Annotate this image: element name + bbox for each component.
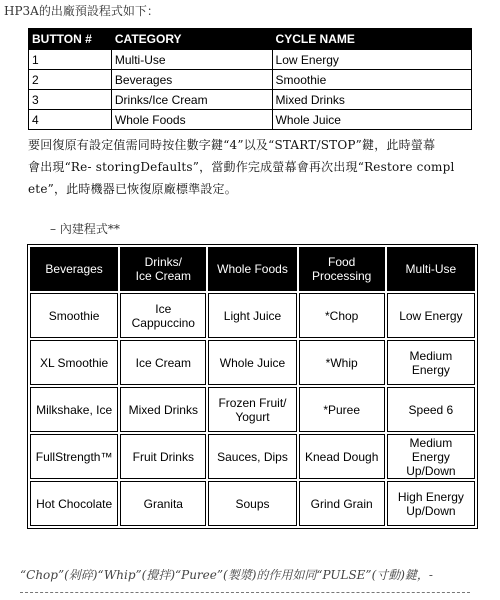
table-cell bbox=[208, 340, 296, 385]
column-header bbox=[120, 247, 206, 291]
table-row bbox=[29, 90, 472, 110]
cell-text: Low Energy bbox=[399, 308, 463, 323]
cell-text: Up/Down bbox=[406, 463, 456, 478]
column-header-text: Beverages bbox=[45, 262, 103, 276]
table-row bbox=[29, 70, 472, 90]
default-programs-table bbox=[28, 28, 472, 130]
cell-text: Speed 6 bbox=[408, 402, 454, 417]
cell-text: Cappuccino bbox=[131, 315, 195, 330]
table-cell bbox=[30, 340, 118, 385]
table-cell bbox=[299, 387, 385, 432]
footnote: “Chop”(剁碎)“Whip”(攪拌)“Puree”(製漿)的作用如同“PULSE”(寸動)鍵，- bbox=[20, 568, 433, 582]
table-cell: Whole Foods bbox=[111, 110, 272, 130]
table-cell: Mixed Drinks bbox=[272, 90, 471, 110]
restore-instructions bbox=[28, 134, 474, 200]
table-cell bbox=[299, 481, 385, 526]
cell-text: *Whip bbox=[325, 355, 358, 370]
table-cell bbox=[30, 434, 118, 479]
cell-text: Ice bbox=[155, 301, 172, 316]
table-cell bbox=[387, 434, 475, 479]
table-cell bbox=[299, 340, 385, 385]
table-cell bbox=[120, 481, 206, 526]
table-cell: 4 bbox=[29, 110, 112, 130]
table-cell bbox=[120, 293, 206, 338]
table-cell bbox=[299, 434, 385, 479]
cell-text: Milkshake, Ice bbox=[36, 402, 113, 417]
table-cell: 2 bbox=[29, 70, 112, 90]
table-row bbox=[30, 481, 475, 526]
header-button-number: BUTTON # bbox=[29, 29, 112, 50]
cell-text: Up/Down bbox=[406, 503, 456, 518]
cell-text: Grind Grain bbox=[310, 496, 373, 511]
table-header-row bbox=[29, 29, 472, 50]
cell-text: XL Smoothie bbox=[39, 355, 109, 370]
cell-text: Granita bbox=[143, 496, 183, 511]
cell-text: Mixed Drinks bbox=[128, 402, 198, 417]
table-cell bbox=[387, 481, 475, 526]
header-category: CATEGORY bbox=[111, 29, 272, 50]
table-row bbox=[30, 434, 475, 479]
table-cell bbox=[387, 340, 475, 385]
table-cell bbox=[387, 387, 475, 432]
table-cell bbox=[30, 481, 118, 526]
table-cell: 3 bbox=[29, 90, 112, 110]
table-row bbox=[29, 50, 472, 70]
table-cell bbox=[208, 434, 296, 479]
cell-text: Medium bbox=[409, 348, 453, 363]
column-header bbox=[208, 247, 296, 291]
column-header-text: Processing bbox=[311, 269, 372, 283]
cell-text: Medium bbox=[409, 435, 453, 450]
table-cell bbox=[120, 340, 206, 385]
column-header-text: Whole Foods bbox=[217, 262, 288, 276]
cell-text: Light Juice bbox=[223, 308, 282, 323]
cell-text: Soups bbox=[235, 496, 270, 511]
table-cell bbox=[120, 387, 206, 432]
table-cell bbox=[30, 387, 118, 432]
table-cell bbox=[299, 293, 385, 338]
table-cell: Low Energy bbox=[272, 50, 471, 70]
table-cell: Multi-Use bbox=[111, 50, 272, 70]
table-row bbox=[30, 340, 475, 385]
intro-text: HP3A的出廠預設程式如下： bbox=[4, 4, 159, 18]
cell-text: Hot Chocolate bbox=[36, 496, 113, 511]
cell-text: Fruit Drinks bbox=[132, 449, 194, 464]
restore-line-3: ete”，此時機器已恢復原廠標準設定。 bbox=[28, 182, 237, 196]
column-header-text: Multi-Use bbox=[405, 262, 457, 276]
cell-text: Frozen Fruit/ bbox=[218, 395, 287, 410]
cell-text: High Energy bbox=[397, 489, 464, 504]
cell-text: Ice Cream bbox=[135, 355, 191, 370]
table-row bbox=[30, 387, 475, 432]
table-cell: Drinks/Ice Cream bbox=[111, 90, 272, 110]
table-cell bbox=[120, 434, 206, 479]
column-header-text: Ice Cream bbox=[135, 269, 191, 283]
cell-text: Energy bbox=[411, 362, 450, 377]
cell-text: FullStrength™ bbox=[35, 449, 113, 464]
table-row bbox=[30, 293, 475, 338]
table-cell: Smoothie bbox=[272, 70, 471, 90]
table-header-row bbox=[30, 247, 475, 291]
cell-text: Whole Juice bbox=[219, 355, 286, 370]
column-header bbox=[387, 247, 475, 291]
cell-text: *Puree bbox=[323, 402, 361, 417]
table-cell: Whole Juice bbox=[272, 110, 471, 130]
table-cell bbox=[30, 293, 118, 338]
builtin-programs-table bbox=[27, 244, 478, 529]
table-cell bbox=[208, 293, 296, 338]
table-cell: Beverages bbox=[111, 70, 272, 90]
table-cell bbox=[387, 293, 475, 338]
column-header-text: Drinks/ bbox=[144, 255, 182, 269]
table-row bbox=[29, 110, 472, 130]
cell-text: Yogurt bbox=[235, 409, 270, 424]
dashed-divider bbox=[20, 592, 470, 593]
column-header-text: Food bbox=[327, 255, 356, 269]
cell-text: *Chop bbox=[324, 308, 359, 323]
cell-text: Sauces, Dips bbox=[217, 449, 288, 464]
table-cell: 1 bbox=[29, 50, 112, 70]
restore-line-2: 會出現“Re- storingDefaults”，當動作完成螢幕會再次出現“Restore compl bbox=[28, 160, 455, 174]
builtin-programs-title: – 內建程式** bbox=[50, 222, 120, 236]
cell-text: Energy bbox=[411, 449, 450, 464]
header-cycle-name: CYCLE NAME bbox=[272, 29, 471, 50]
column-header bbox=[30, 247, 118, 291]
cell-text: Smoothie bbox=[48, 308, 100, 323]
restore-line-1: 要回復原有設定值需同時按住數字鍵“4”以及“START/STOP”鍵，此時螢幕 bbox=[28, 138, 436, 152]
cell-text: Knead Dough bbox=[304, 449, 379, 464]
table-cell bbox=[208, 481, 296, 526]
column-header bbox=[299, 247, 385, 291]
table-cell bbox=[208, 387, 296, 432]
